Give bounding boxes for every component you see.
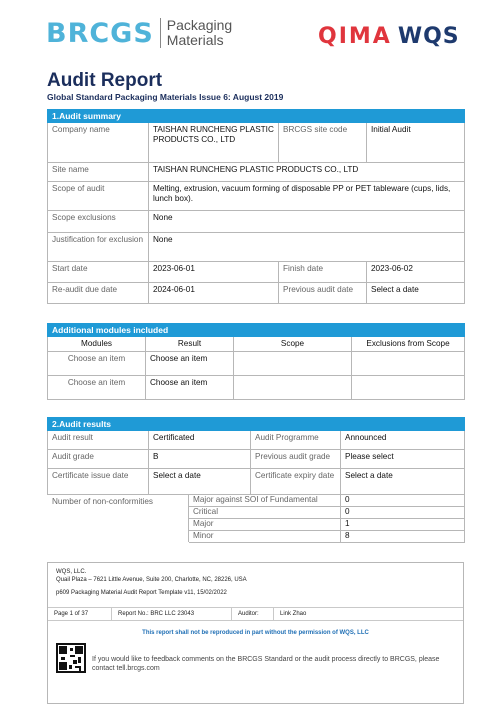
qima-logo-word: QIMA [318, 24, 392, 49]
module-select[interactable]: Choose an item [48, 352, 146, 376]
nc-category-label: Minor [189, 531, 341, 543]
reaudit-date-label: Re-audit due date [48, 283, 149, 304]
previous-grade-label: Previous audit grade [251, 450, 341, 469]
footer-report-number: Report No.: BRC LLC 23043 [112, 608, 232, 620]
footer-company: WQS, LLC. [56, 569, 87, 575]
audit-result-label: Audit result [48, 431, 149, 450]
logo-divider [160, 18, 161, 48]
nc-category-label: Major against SOI of Fundamental [189, 495, 341, 507]
modules-column-header: Modules [48, 337, 146, 352]
module-exclusions-cell[interactable] [352, 376, 465, 400]
nc-count-value[interactable]: 0 [341, 507, 465, 519]
audit-result-value[interactable]: Certificated [149, 431, 251, 450]
company-name-value[interactable]: TAISHAN RUNCHENG PLASTIC PRODUCTS CO., LTD [149, 123, 279, 163]
nc-count-value[interactable]: 8 [341, 531, 465, 543]
scope-label: Scope of audit [48, 182, 149, 211]
reproduction-notice: This report shall not be reproduced in part without the permission of WQS, LLC [142, 630, 369, 636]
report-footer [47, 562, 464, 704]
result-column-header: Result [146, 337, 234, 352]
previous-audit-date-label: Previous audit date [279, 283, 367, 304]
start-date-label: Start date [48, 262, 149, 283]
site-name-value[interactable]: TAISHAN RUNCHENG PLASTIC PRODUCTS CO., LTD [149, 163, 465, 182]
company-name-label: Company name [48, 123, 149, 163]
scope-exclusions-label: Scope exclusions [48, 211, 149, 233]
page-title: Audit Report [47, 70, 163, 91]
footer-auditor-name: Link Zhao [280, 611, 307, 617]
brcgs-logo-line2: Materials [166, 32, 224, 48]
certificate-issue-date-label: Certificate issue date [48, 469, 149, 495]
module-scope-cell[interactable] [234, 376, 352, 400]
brcgs-logo [46, 18, 232, 48]
nc-count-value[interactable]: 0 [341, 495, 465, 507]
module-row [48, 352, 465, 376]
qr-code-icon [56, 643, 86, 673]
reaudit-date-value[interactable]: 2024-06-01 [149, 283, 279, 304]
audit-programme-value[interactable]: Announced [341, 431, 465, 450]
footer-info-row [48, 607, 463, 621]
finish-date-value[interactable]: 2023-06-02 [367, 262, 465, 283]
site-name-label: Site name [48, 163, 149, 182]
module-result-select[interactable]: Choose an item [146, 376, 234, 400]
nc-category-label: Major [189, 519, 341, 531]
footer-page-number: Page 1 of 37 [48, 608, 112, 620]
site-code-label: BRCGS site code [279, 123, 367, 163]
justification-value[interactable]: None [149, 233, 465, 262]
justification-label: Justification for exclusion [48, 233, 149, 262]
exclusions-column-header: Exclusions from Scope [352, 337, 465, 352]
site-code-value[interactable]: Initial Audit [367, 123, 465, 163]
start-date-value[interactable]: 2023-06-01 [149, 262, 279, 283]
audit-summary-table [47, 109, 465, 304]
audit-grade-value[interactable]: B [149, 450, 251, 469]
footer-template: p609 Packaging Material Audit Report Template v11, 15/02/2022 [56, 590, 227, 596]
section-header-audit-results: 2.Audit results [48, 418, 465, 431]
section-header-audit-summary: 1.Audit summary [48, 110, 465, 123]
section-header-additional-modules: Additional modules included [48, 324, 465, 337]
module-scope-cell[interactable] [234, 352, 352, 376]
previous-grade-select[interactable]: Please select [341, 450, 465, 469]
nc-count-value[interactable]: 1 [341, 519, 465, 531]
scope-column-header: Scope [234, 337, 352, 352]
previous-audit-date-value[interactable]: Select a date [367, 283, 465, 304]
module-exclusions-cell[interactable] [352, 352, 465, 376]
brcgs-logo-subtitle [167, 18, 232, 48]
finish-date-label: Finish date [279, 262, 367, 283]
certificate-issue-date-value[interactable]: Select a date [149, 469, 251, 495]
non-conformities-label: Number of non-conformities [48, 495, 189, 543]
brcgs-logo-word: BRCGS [46, 17, 154, 49]
page-subtitle: Global Standard Packaging Materials Issue 6: August 2019 [47, 92, 284, 102]
scope-value[interactable]: Melting, extrusion, vacuum forming of disposable PP or PET tableware (cups, lids, lunch box). [149, 182, 465, 211]
scope-exclusions-value[interactable]: None [149, 211, 465, 233]
module-select[interactable]: Choose an item [48, 376, 146, 400]
audit-grade-label: Audit grade [48, 450, 149, 469]
nc-category-label: Critical [189, 507, 341, 519]
qima-wqs-logo [318, 26, 460, 48]
module-row [48, 376, 465, 400]
audit-results-table [47, 417, 465, 543]
footer-address: Quail Plaza – 7621 Little Avenue, Suite 200, Charlotte, NC, 28226, USA [56, 577, 247, 583]
brcgs-logo-line1: Packaging [166, 17, 233, 33]
audit-programme-label: Audit Programme [251, 431, 341, 450]
footer-auditor-label: Auditor: [232, 608, 274, 620]
certificate-expiry-date-value[interactable]: Select a date [341, 469, 465, 495]
wqs-logo-word: WQS [397, 24, 460, 49]
module-result-select[interactable]: Choose an item [146, 352, 234, 376]
additional-modules-table [47, 323, 465, 400]
feedback-text: If you would like to feedback comments on the BRCGS Standard or the audit process directly to BRCGS, please contact tell.brcgs.com [92, 656, 440, 672]
certificate-expiry-date-label: Certificate expiry date [251, 469, 341, 495]
